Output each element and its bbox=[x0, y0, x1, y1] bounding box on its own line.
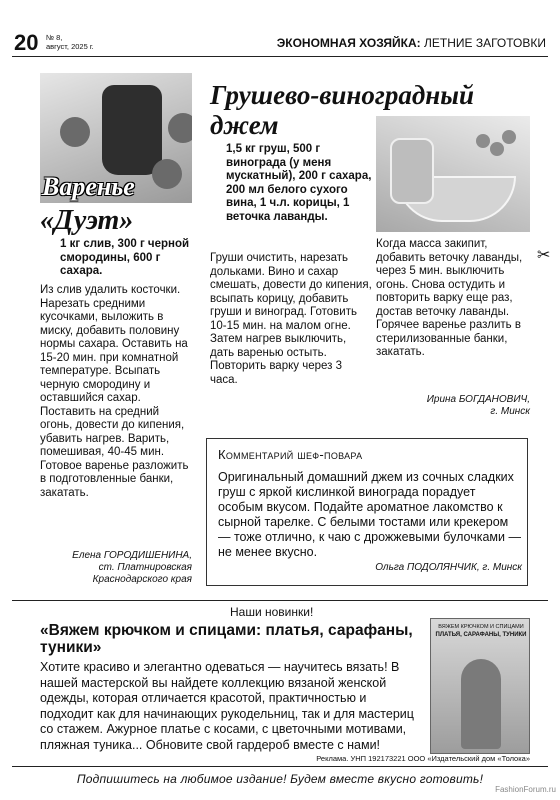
pear-signature bbox=[376, 394, 530, 418]
pear-title-line-2: джем bbox=[210, 110, 279, 140]
duet-ingredients: 1 кг слив, 300 г черной смородины, 600 г сахара. bbox=[60, 238, 190, 277]
page-number: 20 bbox=[14, 30, 39, 55]
chef-comment-heading: Комментарий шеф-повара bbox=[218, 447, 363, 462]
grape-shape bbox=[476, 134, 490, 148]
chef-signature: Ольга ПОДОЛЯНЧИК, г. Минск bbox=[375, 562, 522, 573]
news-rule bbox=[12, 600, 548, 601]
grape-shape bbox=[490, 142, 504, 156]
plum-shape bbox=[152, 159, 182, 189]
ad-disclaimer: Реклама. УНП 192173221 ООО «Издательский дом «Толока» bbox=[316, 754, 530, 763]
pear-photo bbox=[376, 116, 530, 232]
pear-title-line-1: Грушево-виноградный bbox=[210, 80, 475, 110]
duet-signature bbox=[40, 550, 192, 586]
duet-title: «Дуэт» bbox=[40, 205, 134, 236]
pear-jar-shape bbox=[390, 138, 434, 204]
grape-shape bbox=[502, 130, 516, 144]
duet-place-2: Краснодарского края bbox=[92, 574, 192, 585]
issue-number: № 8, bbox=[46, 33, 63, 42]
pear-author: Ирина БОГДАНОВИЧ, bbox=[426, 394, 530, 405]
pear-body-right: Когда масса закипит, добавить веточку лаванды, через 5 мин. выключить огонь. Снова остудить и повторить варку еще раз, достав веточку лаванды. Горячее варенье разлить в стерилизованные банки, закатать. bbox=[376, 238, 523, 358]
issue-date: август, 2025 г. bbox=[46, 42, 94, 51]
scissors-icon: ✂ bbox=[537, 247, 551, 264]
duet-body: Из слив удалить косточки. Нарезать средними кусочками, выложить в миску, добавить половину нормы сахара. Оставить на 15-20 мин. при комнатной температуре. Всыпать черную смородину и оставшийся сахар. Поставить на средний огонь, довести до кипения, убавить нагрев. Варить, помешивая, 40-45 мин. Готовое варенье разложить в подготовленные банки, закатать. bbox=[40, 284, 189, 499]
book-series: ВЯЖЕМ КРЮЧКОМ И СПИЦАМИ bbox=[438, 624, 524, 630]
book-title: ПЛАТЬЯ, САРАФАНЫ, ТУНИКИ bbox=[435, 632, 527, 638]
pear-ingredients: 1,5 кг груш, 500 г винограда (у меня мускатный), 200 г сахара, 200 мл белого сухого вина, 1 ч.л. корицы, 1 веточка лаванды. bbox=[226, 143, 372, 223]
news-body: Хотите красиво и элегантно одеваться — научитесь вязать! В нашей мастерской вы найдете коллекцию вязаной женской одежды, которая отличается красотой, практичностью и подходит как для начинающих рукодельниц, так и для мастериц со стажем. Ажурное платье с косами, с цветочными мотивами, пляжная туника... Обновите свой гардероб вместе с нами! bbox=[40, 660, 414, 752]
duet-place-1: ст. Платнировская bbox=[98, 562, 192, 573]
duet-author: Елена ГОРОДИШЕНИНА, bbox=[72, 550, 192, 561]
pear-body-left: Груши очистить, нарезать дольками. Вино и сахар смешать, довести до кипения, всыпать корицу, добавить груши и виноград. Готовить 10-15 мин. на малом огне. Затем нагрев выключить, дать варенью остыть. Повторить варку через 3 часа. bbox=[210, 252, 372, 386]
watermark: FashionForum.ru bbox=[495, 785, 556, 794]
news-heading: Наши новинки! bbox=[230, 605, 314, 619]
header-title bbox=[277, 37, 546, 49]
header-brand: ЭКОНОМНАЯ ХОЗЯЙКА: bbox=[276, 36, 421, 50]
issue-info bbox=[46, 33, 94, 51]
plum-shape bbox=[60, 117, 90, 147]
chef-comment-body: Оригинальный домашний джем из сочных сладких груш с яркой кислинкой винограда порадует особым вкусом. Подайте ароматное лакомство к сырной тарелке. С белыми тостами или крекером — тоже отлично, к чаю с дрожжевыми булочками — не менее вкусно. bbox=[218, 470, 521, 559]
book-model-figure bbox=[461, 659, 501, 749]
footer-slogan: Подпишитесь на любимое издание! Будем вместе вкусно готовить! bbox=[76, 772, 484, 786]
footer-rule bbox=[12, 766, 548, 767]
rubric-label: Варенье bbox=[42, 172, 135, 201]
news-title: «Вяжем крючком и спицами: платья, сарафаны, туники» bbox=[40, 622, 413, 656]
header-rule bbox=[12, 56, 548, 57]
header-section: ЛЕТНИЕ ЗАГОТОВКИ bbox=[420, 36, 546, 50]
jam-jar-shape bbox=[102, 85, 162, 175]
pear-place: г. Минск bbox=[490, 406, 530, 417]
book-cover bbox=[430, 618, 530, 754]
plum-shape bbox=[168, 113, 192, 143]
